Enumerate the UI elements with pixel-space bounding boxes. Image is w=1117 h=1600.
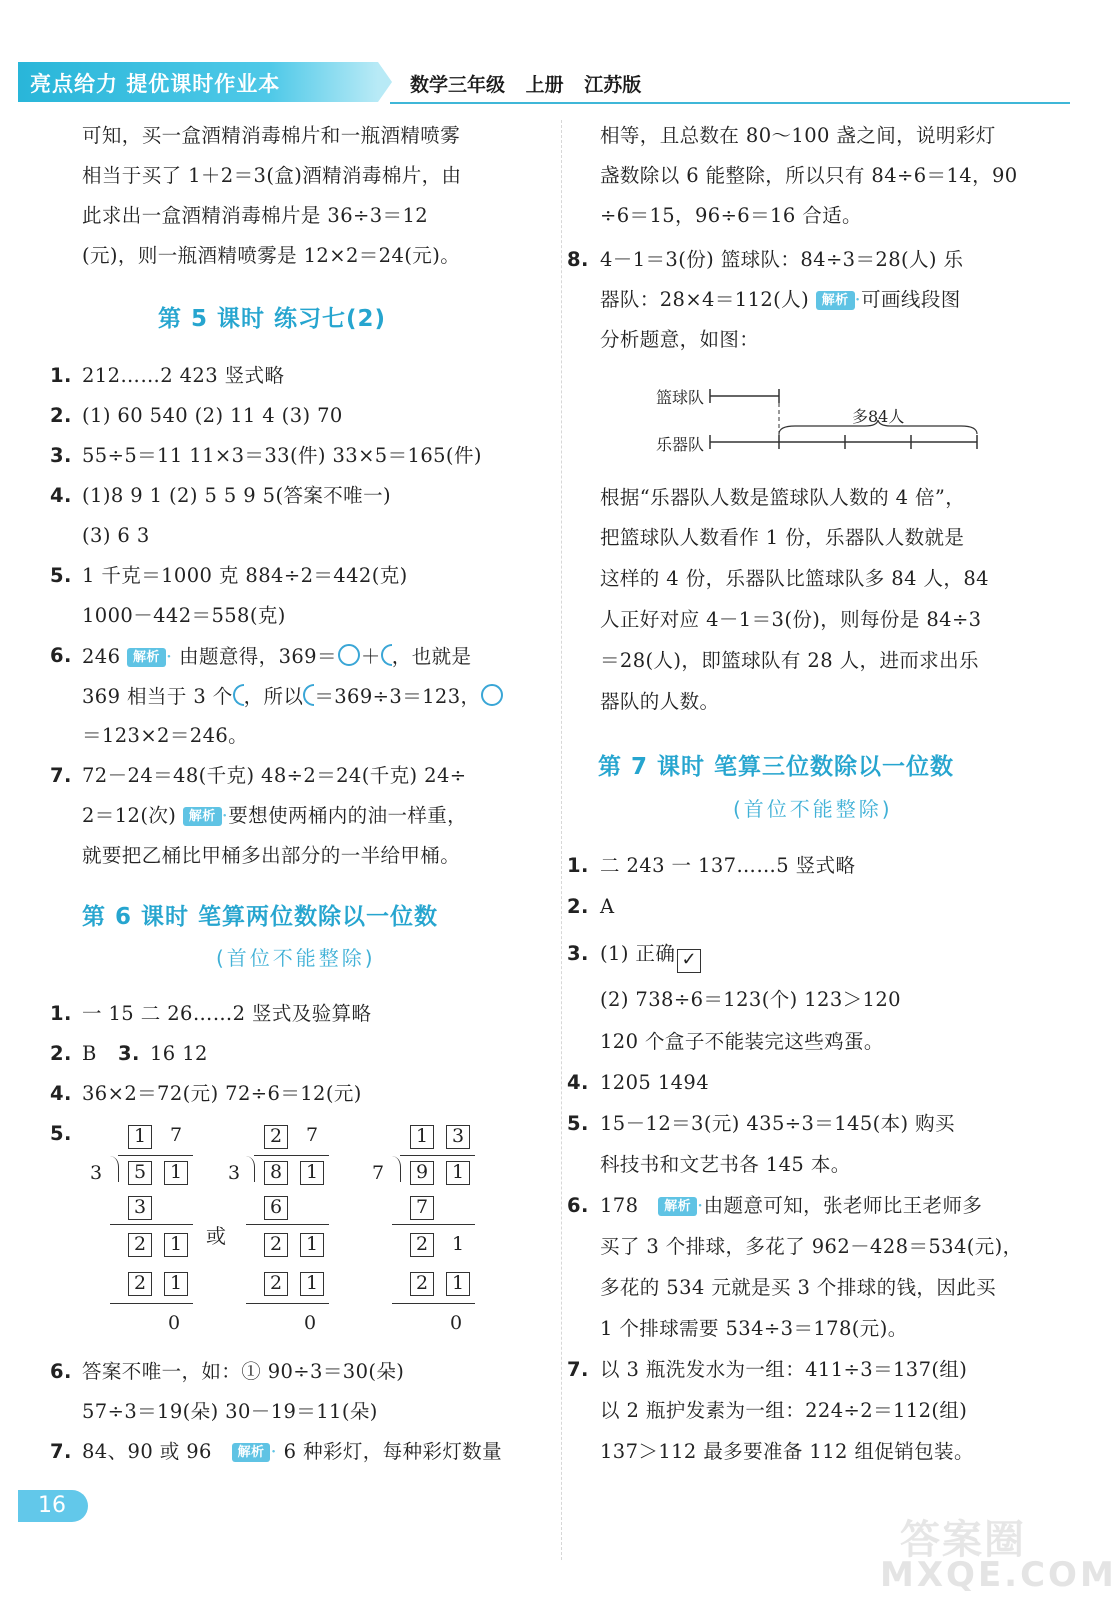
- digit-box: 1: [446, 1272, 470, 1296]
- subtraction-line: [392, 1224, 475, 1225]
- item-number: 1.: [50, 1002, 72, 1025]
- analysis-line: 多花的 534 元就是买 3 个排球的钱，因此买: [600, 1276, 997, 1299]
- answer-line: [600, 942, 701, 973]
- answer-text: 答案不唯一，如：① 90÷3＝30(朵): [82, 1360, 405, 1383]
- digit-box: 6: [264, 1196, 288, 1220]
- analysis-text: 6 种彩灯，每种彩灯数量: [283, 1440, 503, 1463]
- series-title: 亮点给力 提优课时作业本: [30, 72, 281, 96]
- analysis-tag: 解析: [183, 807, 222, 826]
- analysis-text: 由题意得，369＝: [179, 645, 337, 668]
- analysis-text: ，也就是: [391, 645, 472, 668]
- item-number: 2.: [567, 895, 589, 918]
- item-number: 6.: [50, 644, 72, 667]
- answer-line: 178 解析 ·由题意可知，张老师比王老师多: [600, 1194, 983, 1217]
- answer-text: 器队：28×4＝112(人): [600, 288, 810, 311]
- answer-line: 246 解析 · 由题意得，369＝ ＋ ，也就是: [82, 645, 472, 668]
- analysis-line: ＝123×2＝246。: [82, 724, 249, 747]
- item-number: 4.: [50, 484, 72, 507]
- digit-box: 2: [410, 1272, 434, 1296]
- analysis-text: 可画线段图: [861, 288, 961, 311]
- text-line: 这样的 4 份，乐器队比篮球队多 84 人，84: [600, 567, 989, 590]
- item-number: 3.: [567, 942, 589, 965]
- answer-value: 246: [82, 645, 121, 668]
- answer-line: 84、90 或 96 解析 · 6 种彩灯，每种彩灯数量: [82, 1440, 503, 1463]
- check-icon: ✓: [677, 949, 701, 973]
- answer-text: B: [82, 1042, 97, 1065]
- analysis-line: [82, 684, 504, 709]
- page-number: 16: [18, 1490, 88, 1522]
- text-line: 此求出一盒酒精消毒棉片是 36÷3＝12: [82, 204, 429, 227]
- answer-text: 212……2 423 竖式略: [82, 364, 285, 387]
- digit-box: 2: [264, 1125, 288, 1149]
- answer-text: 一 15 二 26……2 竖式及验算略: [82, 1002, 372, 1025]
- header-band-tail: [378, 62, 392, 102]
- watermark-logo: 答案圈: [900, 1517, 1026, 1563]
- digit-box: 2: [264, 1272, 288, 1296]
- basketball-label: 篮球队: [656, 388, 705, 407]
- subtraction-line: [110, 1224, 193, 1225]
- answer-text: 36×2＝72(元) 72÷6＝12(元): [82, 1082, 362, 1105]
- quotient-digit: 7: [306, 1124, 319, 1146]
- answer-text: 4－1＝3(份) 篮球队：84÷3＝28(人) 乐: [600, 248, 964, 271]
- digit-box: 3: [128, 1196, 152, 1220]
- digit-box: 2: [128, 1272, 152, 1296]
- answer-text: 137＞112 最多要准备 112 组促销包装。: [600, 1440, 974, 1463]
- analysis-text: 由题意可知，张老师比王老师多: [703, 1194, 983, 1217]
- subtraction-line: [246, 1224, 329, 1225]
- analysis-tag: 解析: [658, 1197, 697, 1216]
- header-rule: [390, 102, 1070, 104]
- analysis-tag: 解析: [127, 648, 166, 667]
- digit-box: 7: [410, 1196, 434, 1220]
- answer-text: 二 243 一 137……5 竖式略: [600, 854, 856, 877]
- digit-box: 1: [164, 1233, 188, 1257]
- digit-box: 1: [128, 1125, 152, 1149]
- answer-text: (1) 正确: [600, 942, 676, 965]
- item-number: 4.: [567, 1071, 589, 1094]
- analysis-line: 买了 3 个排球，多花了 962－428＝534(元)，: [600, 1235, 1023, 1258]
- lesson-6-title: 第 6 课时 笔算两位数除以一位数: [82, 904, 439, 930]
- answer-text: 120 个盒子不能装完这些鸡蛋。: [600, 1030, 884, 1053]
- text-line: 盏数除以 6 能整除，所以只有 84÷6＝14，90: [600, 164, 1018, 187]
- answer-text: (3) 6 3: [82, 524, 150, 547]
- answer-text: 15－12＝3(元) 435÷3＝145(本) 购买: [600, 1112, 955, 1135]
- subtraction-line: [246, 1303, 329, 1304]
- remainder: 0: [304, 1312, 317, 1334]
- difference-label: 多84人: [852, 407, 905, 426]
- column-divider: [561, 120, 562, 1560]
- subtraction-line: [392, 1303, 475, 1304]
- item-number: 8.: [567, 248, 589, 271]
- answer-text: 72－24＝48(千克) 48÷2＝24(千克) 24÷: [82, 764, 467, 787]
- answer-line: 2＝12(次) 解析 ·要想使两桶内的油一样重，: [82, 804, 468, 827]
- item-number: 6.: [567, 1194, 589, 1217]
- item-number: 7.: [50, 764, 72, 787]
- text-line: ÷6＝15，96÷6＝16 合适。: [600, 204, 862, 227]
- answer-text: 科技书和文艺书各 145 本。: [600, 1153, 851, 1176]
- text-line: 人正好对应 4－1＝3(份)，则每份是 84÷3: [600, 608, 982, 631]
- band-label: 乐器队: [656, 435, 705, 454]
- analysis-text: 要想使两桶内的油一样重，: [228, 804, 468, 827]
- digit-box: 2: [410, 1233, 434, 1257]
- lesson-7-title: 第 7 课时 笔算三位数除以一位数: [598, 754, 955, 780]
- divisor: 7: [372, 1162, 385, 1184]
- remainder: 0: [168, 1312, 181, 1334]
- digit-box: 1: [300, 1233, 324, 1257]
- lesson-6-subtitle: (首位不能整除): [216, 946, 376, 970]
- analysis-text: ，所以: [243, 685, 304, 708]
- answer-value: 178: [600, 1194, 639, 1217]
- analysis-text: 369 相当于 3 个: [82, 685, 233, 708]
- answer-text: 57÷3＝19(朵) 30－19＝11(朵): [82, 1400, 378, 1423]
- text-line: 相当于买了 1＋2＝3(盒)酒精消毒棉片，由: [82, 164, 462, 187]
- quotient-digit: 7: [170, 1124, 183, 1146]
- item-number: 7.: [567, 1358, 589, 1381]
- digit-box: 1: [446, 1161, 470, 1185]
- divisor: 3: [228, 1162, 241, 1184]
- book-title: 数学三年级 上册 江苏版: [410, 74, 642, 96]
- division-bracket: [392, 1156, 401, 1182]
- digit-box: 9: [410, 1161, 434, 1185]
- division-bracket: [246, 1156, 255, 1182]
- lesson-5-title: 第 5 课时 练习七(2): [158, 306, 387, 332]
- text-line: 器队的人数。: [600, 690, 720, 713]
- item-number: 5.: [567, 1112, 589, 1135]
- answer-text: 以 3 瓶洗发水为一组：411÷3＝137(组): [600, 1358, 968, 1381]
- answer-text: 以 2 瓶护发素为一组：224÷2＝112(组): [600, 1399, 968, 1422]
- digit-box: 1: [164, 1272, 188, 1296]
- circle-symbol: [481, 684, 503, 706]
- circle-symbol: [338, 644, 360, 666]
- text-line: (元)，则一瓶酒精喷雾是 12×2＝24(元)。: [82, 244, 461, 267]
- item-number: 3.: [50, 444, 72, 467]
- half-circle-symbol: [381, 644, 392, 666]
- digit-box: 3: [446, 1125, 470, 1149]
- or-word: 或: [206, 1224, 226, 1248]
- digit-box: 8: [264, 1161, 288, 1185]
- digit-box: 1: [410, 1125, 434, 1149]
- digit-box: 2: [128, 1233, 152, 1257]
- item-number: 5.: [50, 564, 72, 587]
- digit-box: 5: [128, 1161, 152, 1185]
- item-number: 6.: [50, 1360, 72, 1383]
- subtraction-line: [110, 1303, 193, 1304]
- answer-text: (1) 60 540 (2) 11 4 (3) 70: [82, 404, 343, 427]
- answer-text: 2＝12(次): [82, 804, 177, 827]
- analysis-line: 分析题意，如图：: [600, 328, 760, 351]
- answer-text: 55÷5＝11 11×3＝33(件) 33×5＝165(件): [82, 444, 482, 467]
- item-number: 5.: [50, 1122, 72, 1145]
- analysis-line: 1 个排球需要 534÷3＝178(元)。: [600, 1317, 908, 1340]
- division-bar: [118, 1155, 193, 1156]
- segment-lines: [705, 380, 995, 450]
- analysis-tag: 解析: [816, 291, 855, 310]
- text-line: 相等，且总数在 80～100 盏之间，说明彩灯: [600, 124, 996, 147]
- analysis-text: ＝369÷3＝123，: [314, 685, 481, 708]
- division-bar: [400, 1155, 475, 1156]
- division-bar: [254, 1155, 329, 1156]
- digit-box: 1: [300, 1161, 324, 1185]
- plus-sign: ＋: [360, 645, 381, 668]
- division-bracket: [110, 1156, 119, 1182]
- divisor: 3: [90, 1162, 103, 1184]
- item-number: 7.: [50, 1440, 72, 1463]
- item-number: 2.: [50, 404, 72, 427]
- item-number: 2.: [50, 1042, 72, 1065]
- analysis-tag: 解析: [232, 1443, 271, 1462]
- text-line: ＝28(人)，即篮球队有 28 人，进而求出乐: [600, 649, 979, 672]
- watermark-url: MXQE.COM: [880, 1555, 1117, 1595]
- answer-text: A: [600, 895, 615, 918]
- answer-text: 16 12: [150, 1042, 208, 1065]
- item-number: 1.: [50, 364, 72, 387]
- half-circle-symbol: [303, 684, 314, 706]
- answer-text: 1205 1494: [600, 1071, 710, 1094]
- half-circle-symbol: [233, 684, 244, 706]
- digit-box: 1: [300, 1272, 324, 1296]
- answer-text: (2) 738÷6＝123(个) 123＞120: [600, 988, 901, 1011]
- answer-line: 器队：28×4＝112(人) 解析 ·可画线段图: [600, 288, 961, 311]
- digit-box: 1: [164, 1161, 188, 1185]
- remainder: 0: [450, 1312, 463, 1334]
- text-line: 可知，买一盒酒精消毒棉片和一瓶酒精喷雾: [82, 124, 461, 147]
- analysis-line: 就要把乙桶比甲桶多出部分的一半给甲桶。: [82, 844, 461, 867]
- digit-box: 2: [264, 1233, 288, 1257]
- item-number: 1.: [567, 854, 589, 877]
- answer-value: 84、90 或 96: [82, 1440, 212, 1463]
- text-line: 把篮球队人数看作 1 份，乐器队人数就是: [600, 526, 965, 549]
- item-number: 3.: [118, 1042, 140, 1065]
- item-number: 4.: [50, 1082, 72, 1105]
- text-line: 根据“乐器队人数是篮球队人数的 4 倍”，: [600, 486, 966, 509]
- answer-text: 1000－442＝558(克): [82, 604, 286, 627]
- digit: 1: [452, 1233, 465, 1255]
- lesson-7-subtitle: (首位不能整除): [733, 797, 893, 821]
- answer-text: (1)8 9 1 (2) 5 5 9 5(答案不唯一): [82, 484, 391, 507]
- answer-text: 1 千克＝1000 克 884÷2＝442(克): [82, 564, 408, 587]
